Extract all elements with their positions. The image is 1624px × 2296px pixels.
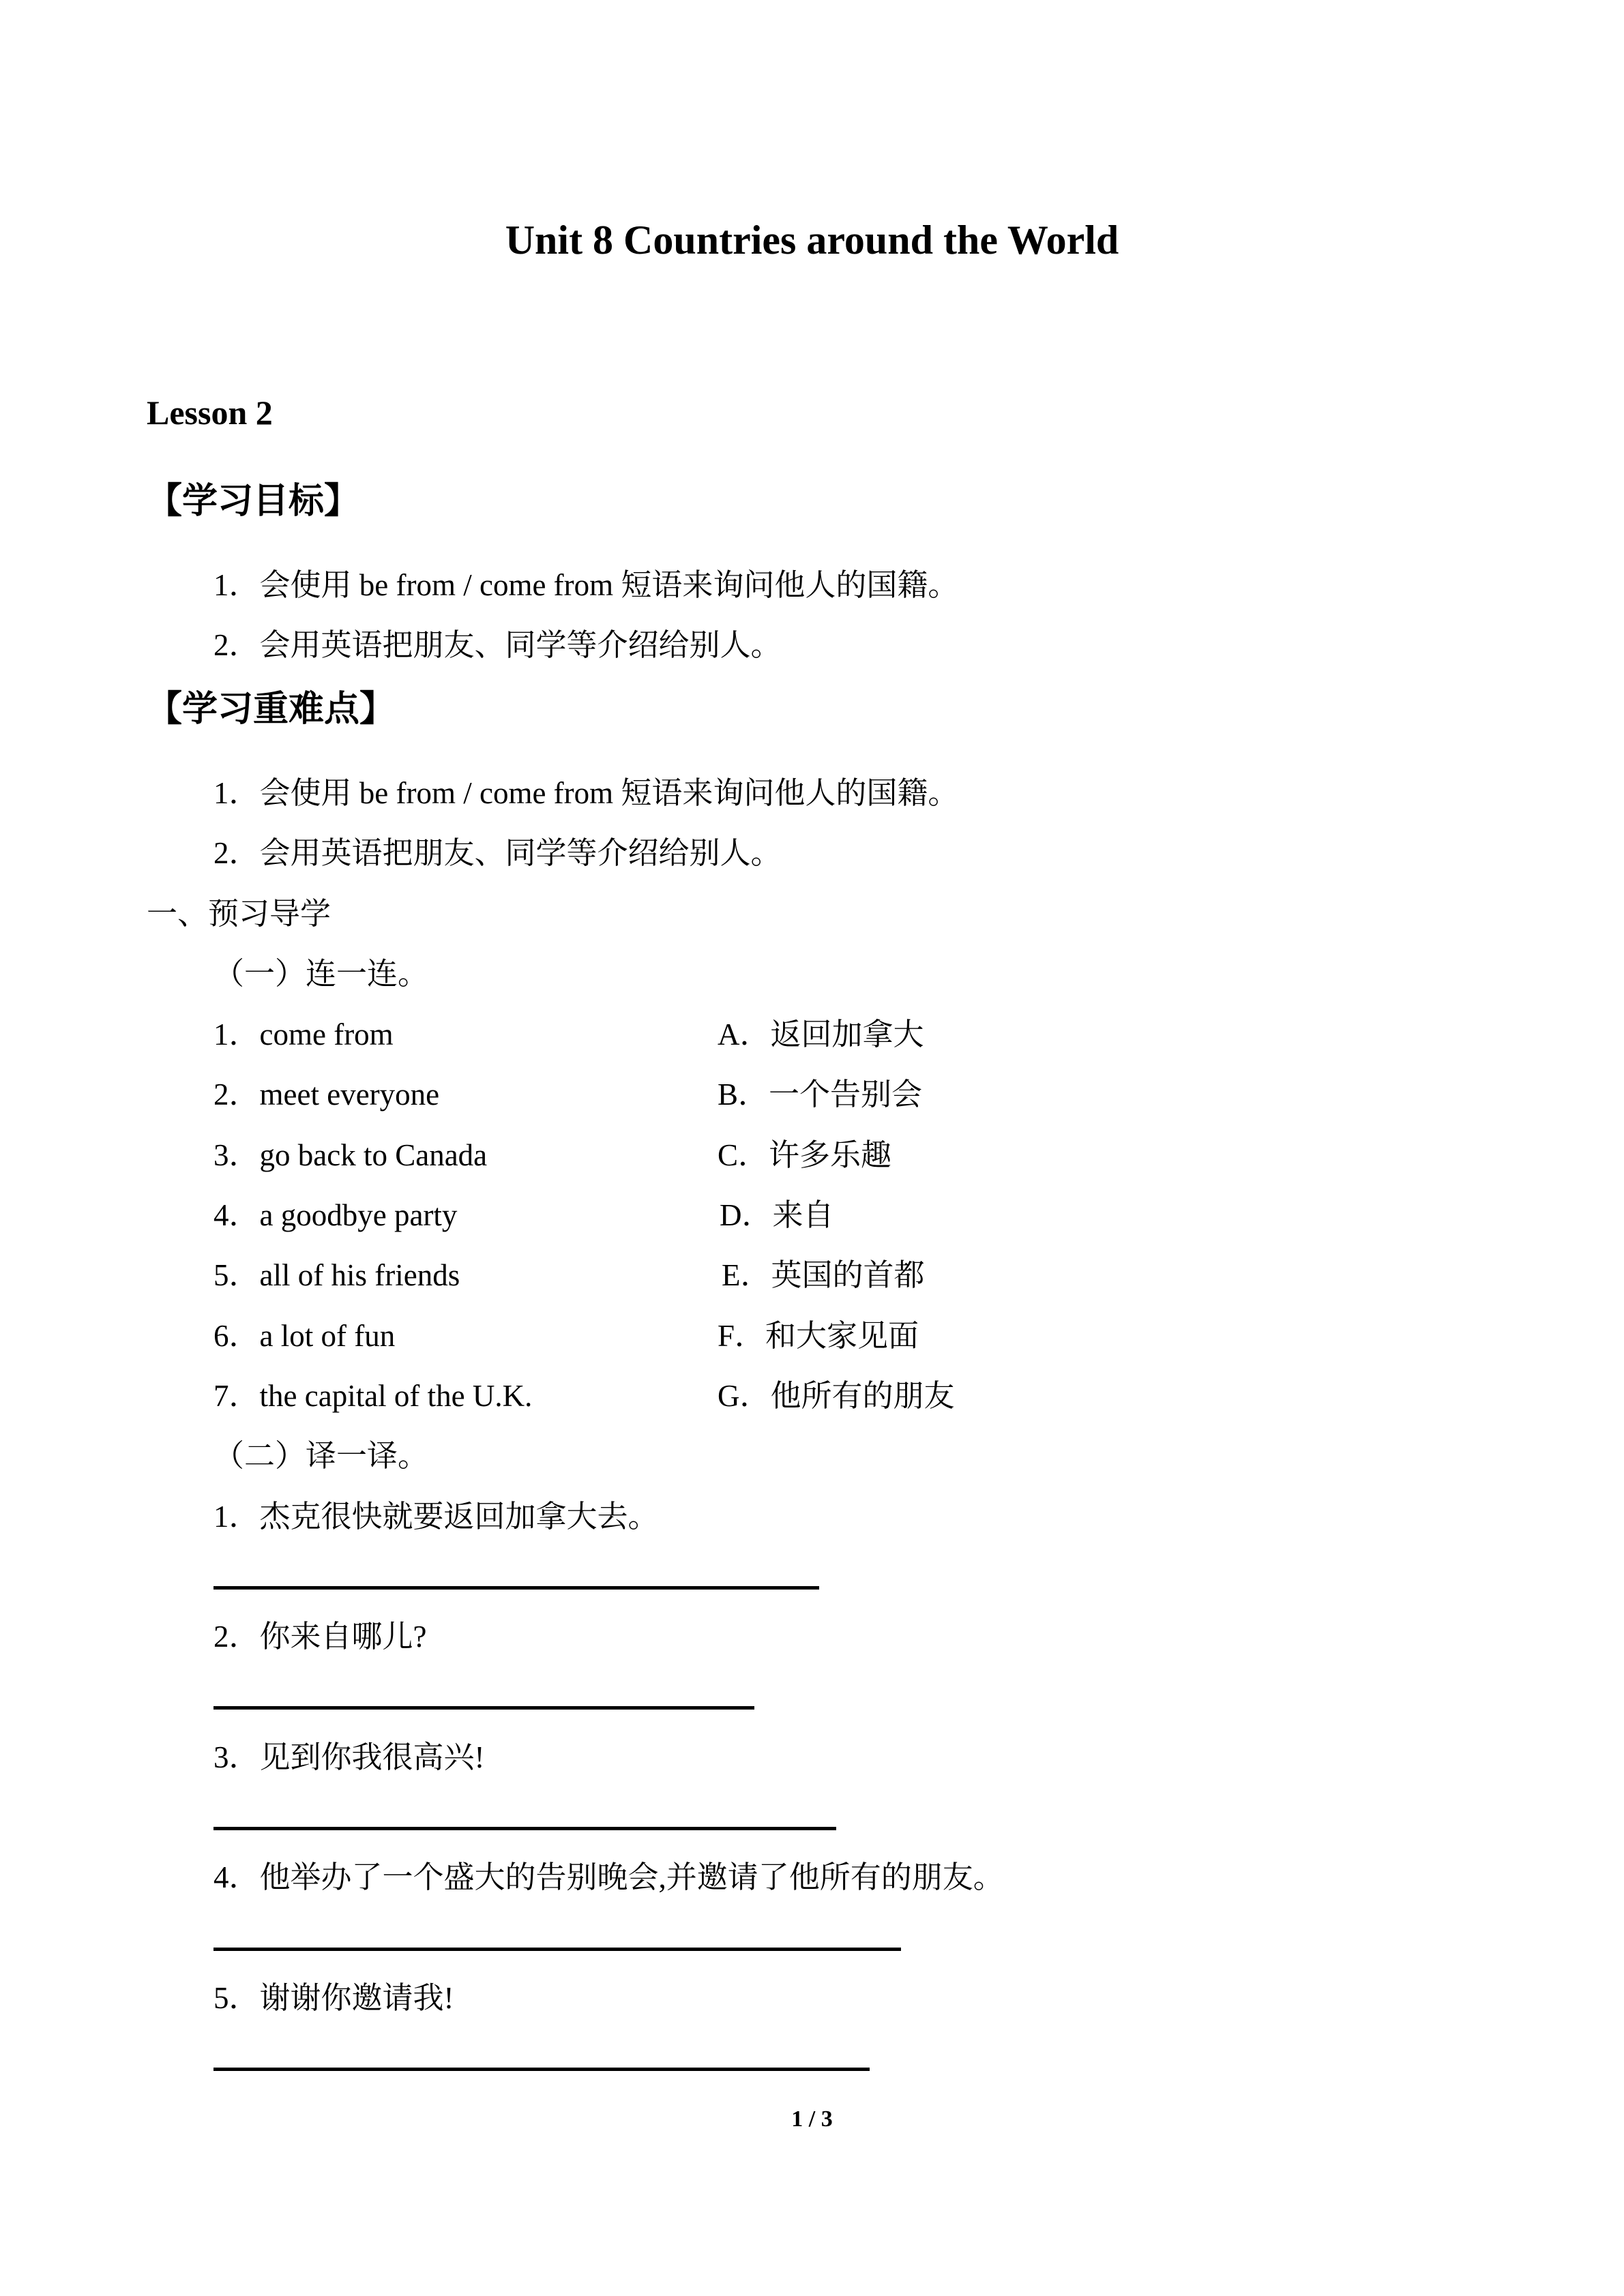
- match-right-letter: A．: [718, 1017, 771, 1052]
- match-left-num: 6．: [213, 1319, 260, 1353]
- goal-item-text: 会用英语把朋友、同学等介绍给别人。: [259, 628, 782, 662]
- match-right-item: [718, 1315, 919, 1356]
- translate-num: 2．: [213, 1620, 260, 1654]
- match-left-text: all of his friends: [259, 1258, 460, 1292]
- goal-item: [213, 625, 782, 666]
- match-left-item: [213, 1255, 460, 1296]
- match-right-item: [718, 1375, 955, 1416]
- match-left-item: [213, 1195, 457, 1236]
- match-right-item: [718, 1135, 891, 1176]
- key-point-item: [213, 773, 958, 814]
- key-point-text: 会使用 be from / come from 短语来询问他人的国籍。: [259, 776, 959, 810]
- match-left-num: 7．: [213, 1379, 260, 1413]
- goal-item-num: 1．: [213, 568, 260, 602]
- match-left-text: meet everyone: [259, 1077, 440, 1112]
- match-left-item: [213, 1315, 395, 1356]
- answer-blank-line[interactable]: [213, 1706, 754, 1710]
- key-point-text: 会用英语把朋友、同学等介绍给别人。: [259, 836, 782, 870]
- match-heading: （一）连一连。: [213, 957, 429, 991]
- match-left-text: a lot of fun: [259, 1319, 396, 1353]
- match-left-item: [213, 1014, 394, 1055]
- match-left-text: come from: [259, 1017, 394, 1052]
- match-right-item: [718, 1074, 922, 1115]
- translate-text: 你来自哪儿?: [259, 1620, 427, 1654]
- translate-num: 3．: [213, 1740, 260, 1774]
- match-right-text: 和大家见面: [765, 1319, 919, 1353]
- match-right-text: 英国的首都: [771, 1258, 925, 1292]
- key-points-heading: 【学习重难点】: [147, 689, 396, 730]
- match-right-letter: C．: [718, 1138, 769, 1172]
- match-right-letter: B．: [718, 1077, 769, 1112]
- match-right-text: 返回加拿大: [770, 1017, 924, 1052]
- goal-item-num: 2．: [213, 628, 260, 662]
- answer-blank-line[interactable]: [213, 1948, 901, 1951]
- translate-item: [213, 1857, 1004, 1898]
- goals-heading: 【学习目标】: [147, 481, 360, 522]
- match-left-text: the capital of the U.K.: [259, 1379, 533, 1413]
- key-point-item: [213, 833, 782, 874]
- answer-blank-line[interactable]: [213, 1586, 819, 1590]
- match-left-item: [213, 1074, 439, 1115]
- match-right-text: 一个告别会: [769, 1077, 923, 1112]
- translate-text: 谢谢你邀请我!: [259, 1981, 454, 2015]
- translate-item: [213, 1496, 659, 1537]
- translate-text: 见到你我很高兴!: [259, 1740, 485, 1774]
- match-left-item: [213, 1135, 487, 1176]
- match-left-text: a goodbye party: [259, 1198, 458, 1232]
- match-left-num: 3．: [213, 1138, 260, 1172]
- page-number: 1 / 3: [791, 2106, 833, 2132]
- match-left-num: 4．: [213, 1198, 260, 1232]
- key-point-num: 1．: [213, 776, 260, 810]
- match-right-item: [720, 1195, 834, 1236]
- translate-num: 5．: [213, 1981, 260, 2015]
- match-left-text: go back to Canada: [259, 1138, 488, 1172]
- match-right-item: [718, 1014, 924, 1055]
- key-point-num: 2．: [213, 836, 260, 870]
- translate-item: [213, 1978, 454, 2018]
- page-title: Unit 8 Countries around the World: [505, 218, 1119, 263]
- match-right-letter: E．: [722, 1258, 771, 1292]
- translate-item: [213, 1737, 485, 1778]
- preview-heading: 一、预习导学: [147, 897, 331, 931]
- match-right-letter: G．: [718, 1379, 771, 1413]
- match-left-num: 5．: [213, 1258, 260, 1292]
- translate-heading: （二）译一译。: [213, 1439, 429, 1473]
- translate-item: [213, 1616, 427, 1657]
- translate-text: 他举办了一个盛大的告别晚会,并邀请了他所有的朋友。: [259, 1860, 1004, 1894]
- translate-num: 1．: [213, 1500, 260, 1534]
- goal-item-text: 会使用 be from / come from 短语来询问他人的国籍。: [259, 568, 959, 602]
- match-left-num: 2．: [213, 1077, 260, 1112]
- match-right-item: [722, 1255, 925, 1296]
- answer-blank-line[interactable]: [213, 2068, 870, 2071]
- match-left-item: [213, 1375, 532, 1416]
- translate-num: 4．: [213, 1860, 260, 1894]
- match-right-text: 他所有的朋友: [770, 1379, 955, 1413]
- translate-text: 杰克很快就要返回加拿大去。: [259, 1500, 659, 1534]
- match-right-text: 来自: [772, 1198, 834, 1232]
- match-right-letter: F．: [718, 1319, 766, 1353]
- match-right-text: 许多乐趣: [769, 1138, 892, 1172]
- lesson-heading: Lesson 2: [147, 393, 273, 432]
- match-right-letter: D．: [720, 1198, 773, 1232]
- goal-item: [213, 565, 958, 606]
- match-left-num: 1．: [213, 1017, 260, 1052]
- answer-blank-line[interactable]: [213, 1827, 836, 1830]
